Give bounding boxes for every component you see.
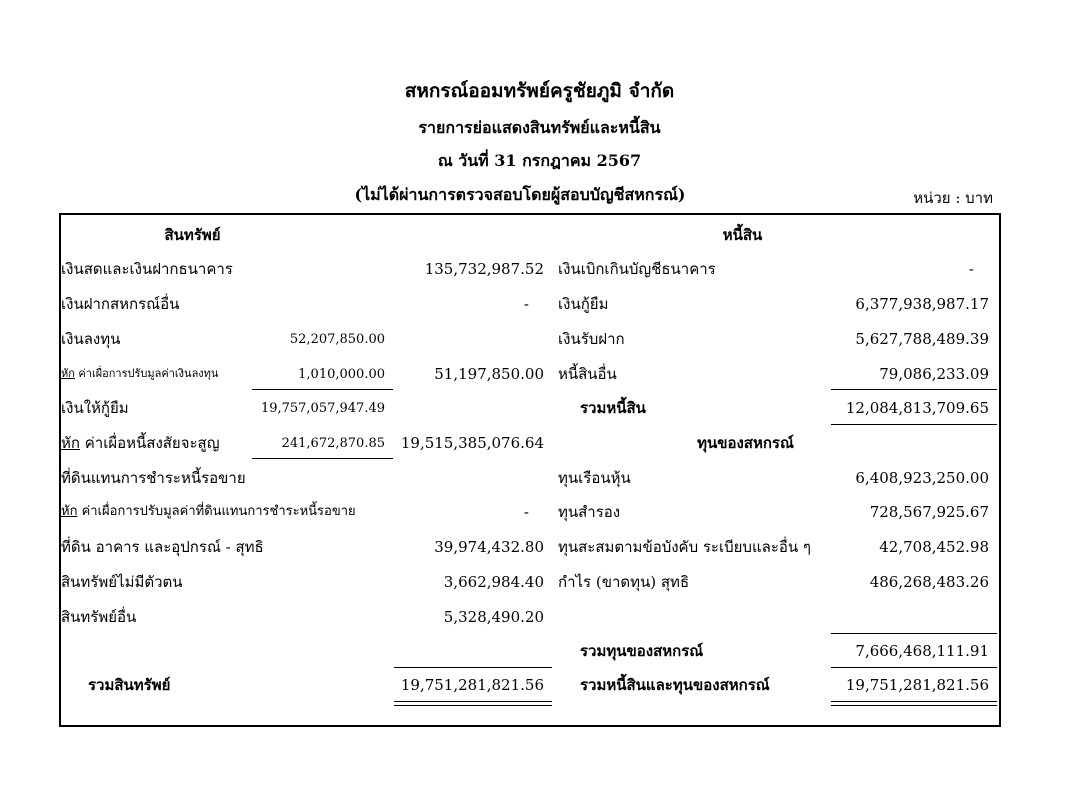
grand-total-double-line (831, 701, 997, 706)
audit-note: (ไม่ได้ผ่านการตรวจสอบโดยผู้สอบบัญชีสหกรณ์) (354, 185, 686, 204)
report-title: รายการย่อแสดงสินทรัพย์และหนี้สิน (418, 118, 661, 137)
accumulated-funds-value: 42,708,452.98 (879, 538, 989, 556)
investment-subtotal-line (252, 389, 393, 390)
other-assets-value: 5,328,490.20 (443, 608, 544, 626)
liabilities-heading: หนี้สิน (722, 226, 763, 244)
doubtful-allowance-value: 241,672,870.85 (281, 436, 385, 451)
land-held-label: ที่ดินแทนการชำระหนี้รอขาย (61, 469, 246, 487)
liabilities-total-top-line (831, 389, 997, 390)
investment-allowance-value: 1,010,000.00 (298, 367, 385, 382)
total-equity-value: 7,666,468,111.91 (855, 642, 989, 660)
grand-total-label: รวมหนี้สินและทุนของสหกรณ์ (580, 676, 770, 694)
share-capital-label: ทุนเรือนหุ้น (558, 469, 631, 487)
cash-value: 135,732,987.52 (424, 260, 544, 278)
doubtful-allowance-label (61, 433, 220, 453)
equity-total-bottom-line (831, 667, 997, 668)
report-date: ณ วันที่ 31 กรกฎาคม 2567 (437, 151, 642, 170)
reserve-label: ทุนสำรอง (558, 503, 621, 521)
overdraft-value: - (968, 260, 974, 278)
unit-label: หน่วย : บาท (913, 189, 993, 207)
other-liabilities-label: หนี้สินอื่น (558, 365, 617, 383)
investment-subvalue: 52,207,850.00 (289, 332, 385, 347)
other-assets-label: สินทรัพย์อื่น (61, 608, 137, 626)
loans-subvalue: 19,757,057,947.49 (260, 401, 385, 416)
investment-label: เงินลงทุน (61, 330, 121, 348)
investment-net-value: 51,197,850.00 (434, 365, 544, 383)
deposits-label: เงินรับฝาก (558, 330, 625, 348)
assets-total-double-line (394, 701, 552, 706)
land-allowance-label (61, 502, 356, 522)
investment-allowance-label (61, 364, 218, 384)
total-liabilities-value: 12,084,813,709.65 (845, 399, 989, 417)
other-liabilities-value: 79,086,233.09 (879, 365, 989, 383)
loans-subtotal-line (252, 458, 393, 459)
land-allowance-value: - (523, 503, 529, 521)
less-label: หัก (61, 434, 80, 452)
ppe-value: 39,974,432.80 (434, 538, 544, 556)
total-assets-label: รวมสินทรัพย์ (88, 676, 171, 694)
ppe-label: ที่ดิน อาคาร และอุปกรณ์ - สุทธิ (61, 538, 264, 556)
total-assets-value: 19,751,281,821.56 (400, 676, 544, 694)
total-liabilities-label: รวมหนี้สิน (580, 399, 646, 417)
doubtful-allowance-text: ค่าเผื่อหนี้สงสัยจะสูญ (84, 434, 220, 452)
loans-label: เงินให้กู้ยืม (61, 399, 129, 417)
grand-total-value: 19,751,281,821.56 (845, 676, 989, 694)
loans-net-value: 19,515,385,076.64 (400, 434, 544, 452)
borrowings-value: 6,377,938,987.17 (855, 295, 989, 313)
deposits-value: 5,627,788,489.39 (855, 330, 989, 348)
borrowings-label: เงินกู้ยืม (558, 295, 609, 313)
investment-allowance-text: ค่าเผื่อการปรับมูลค่าเงินลงทุน (78, 367, 219, 380)
coop-deposit-value: - (523, 295, 529, 313)
net-profit-label: กำไร (ขาดทุน) สุทธิ (558, 573, 690, 591)
equity-total-top-line (831, 633, 997, 634)
share-capital-value: 6,408,923,250.00 (855, 469, 989, 487)
intangible-value: 3,662,984.40 (443, 573, 544, 591)
assets-total-top-line (394, 667, 552, 668)
less-label: หัก (61, 367, 75, 380)
cash-label: เงินสดและเงินฝากธนาคาร (61, 260, 233, 278)
reserve-value: 728,567,925.67 (869, 503, 989, 521)
equity-heading: ทุนของสหกรณ์ (697, 434, 794, 452)
overdraft-label: เงินเบิกเกินบัญชีธนาคาร (558, 260, 716, 278)
coop-deposit-label: เงินฝากสหกรณ์อื่น (61, 295, 180, 313)
net-profit-value: 486,268,483.26 (869, 573, 989, 591)
liabilities-total-bottom-line (831, 424, 997, 425)
land-allowance-text: ค่าเผื่อการปรับมูลค่าที่ดินแทนการชำระหนี้รอขาย (81, 504, 356, 519)
less-label: หัก (61, 504, 78, 519)
org-title: สหกรณ์ออมทรัพย์ครูชัยภูมิ จำกัด (404, 80, 675, 102)
assets-heading: สินทรัพย์ (164, 226, 221, 244)
accumulated-funds-label: ทุนสะสมตามข้อบังคับ ระเบียบและอื่น ๆ (558, 538, 811, 556)
intangible-label: สินทรัพย์ไม่มีตัวตน (61, 573, 183, 591)
total-equity-label: รวมทุนของสหกรณ์ (580, 642, 704, 660)
